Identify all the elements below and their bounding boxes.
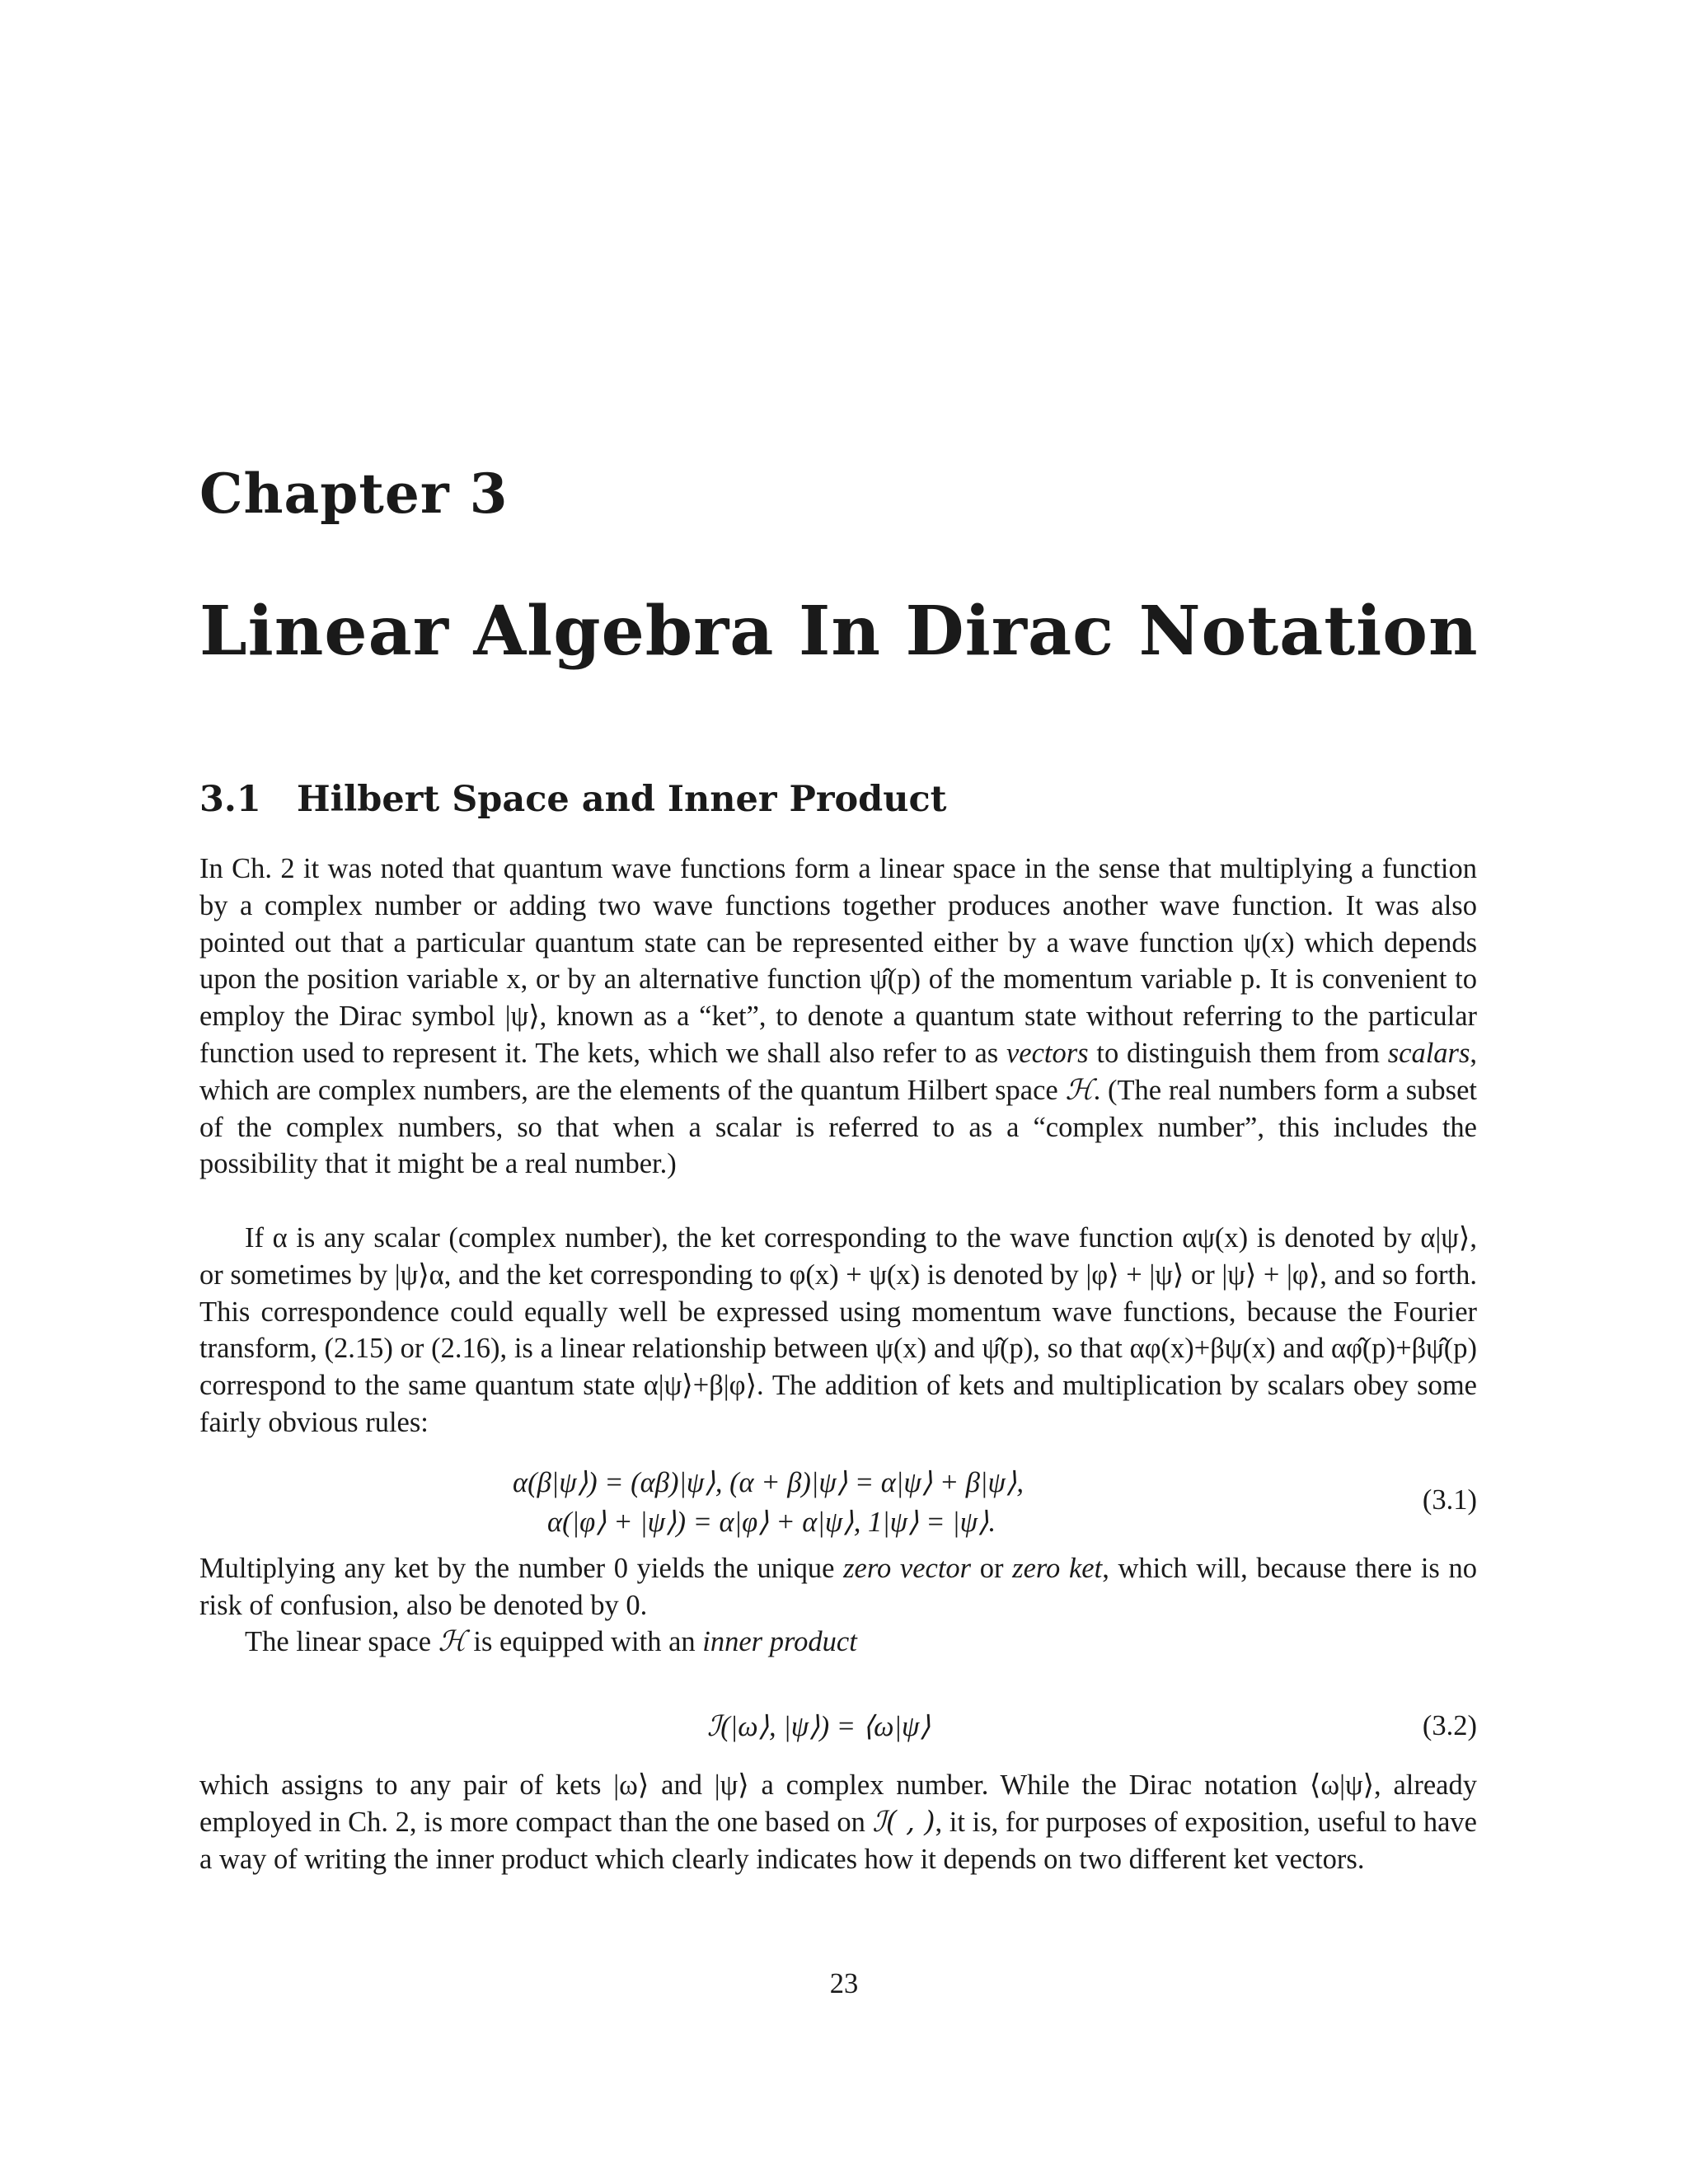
paragraph-text: , which are complex numbers, are the elements of the quantum Hilbert space bbox=[199, 1037, 1478, 1106]
equation-number: (3.2) bbox=[1422, 1710, 1477, 1741]
equation-body bbox=[707, 1710, 931, 1743]
emphasis-inner-product: inner product bbox=[702, 1626, 857, 1657]
paragraph-text: is equipped with an bbox=[466, 1626, 703, 1657]
paragraph-text: , it is, for purposes of exposition, useful to have a way of writing the inner product which clearly indicates how it depends on two different ket vectors. bbox=[199, 1806, 1477, 1875]
equation-body bbox=[513, 1463, 1024, 1542]
paragraph-text: Multiplying any ket by the number 0 yields the unique bbox=[199, 1553, 844, 1584]
emphasis-scalars: scalars bbox=[1387, 1037, 1470, 1069]
emphasis-zero-vector: zero vector bbox=[843, 1553, 972, 1584]
paragraph-text: . (The real numbers form a subset of the complex numbers, so that when a scalar is referred to as a “complex number”, this includes the possibility that it might be a real number.) bbox=[199, 1074, 1477, 1180]
hilbert-space-symbol: ℋ bbox=[438, 1625, 467, 1658]
paragraph-text: which assigns to any pair of kets |ω⟩ and |ψ⟩ a complex number. While the Dirac notation ⟨ω|ψ⟩, already employed in Ch. 2, is more compact than the one based on bbox=[199, 1769, 1477, 1838]
paragraph-intro bbox=[199, 851, 1477, 1183]
hilbert-space-symbol: ℋ bbox=[1065, 1073, 1094, 1107]
equation-3-2 bbox=[199, 1710, 1477, 1751]
page-number: 23 bbox=[829, 1968, 859, 1999]
section-number: 3.1 bbox=[199, 779, 261, 820]
equation-line: α(β|ψ⟩) = (αβ)|ψ⟩, (α + β)|ψ⟩ = α|ψ⟩ + β|ψ⟩, bbox=[513, 1467, 1024, 1498]
paragraph-text: The linear space bbox=[245, 1626, 438, 1657]
inner-product-notation: ℐ( , ) bbox=[872, 1805, 935, 1839]
equation-line: α(|φ⟩ + |ψ⟩) = α|φ⟩ + α|ψ⟩, 1|ψ⟩ = |ψ⟩. bbox=[547, 1507, 996, 1538]
paragraph-scalars: If α is any scalar (complex number), the ket corresponding to the wave function αψ(x) is denoted by α|ψ⟩, or sometimes by |ψ⟩α, and the ket corresponding to φ(x) + ψ(x) is denoted by |φ⟩ + |ψ⟩ or |ψ⟩ + |φ⟩, and so forth. This correspondence could equally well be expressed using momentum wave functions, because the Fourier transform, (2.15) or (2.16), is a linear relationship between ψ(x) and ψ̂(p), so that αφ(x)+βψ(x) and αφ̂(p)+βψ̂(p) correspond to the same quantum state α|ψ⟩+β|φ⟩. The addition of kets and multiplication by scalars obey some fairly obvious rules: bbox=[199, 1222, 1477, 1438]
section-title: Hilbert Space and Inner Product bbox=[297, 779, 947, 820]
emphasis-zero-ket: zero ket bbox=[1012, 1553, 1103, 1584]
chapter-label: Chapter 3 bbox=[199, 462, 509, 526]
equation-3-1 bbox=[199, 1463, 1477, 1545]
paragraph-inner-product bbox=[199, 1624, 1477, 1661]
section-heading bbox=[199, 779, 947, 820]
paragraph-text: In Ch. 2 it was noted that quantum wave functions form a linear space in the sense that multiplying a function by a complex number or adding two wave functions together produces another wave function. It was also pointed out that a particular quantum state can be represented either by a wave function ψ(x) which depends upon the position variable x, or by an alternative function ψ̂(p) of the momentum variable p. It is convenient to employ the Dirac symbol |ψ⟩, known as a “ket”, to denote a quantum state without referring to the particular function used to represent it. The kets, which we shall also refer to as bbox=[199, 853, 1477, 1069]
inner-product-symbol: ℐ bbox=[707, 1710, 721, 1743]
chapter-title: Linear Algebra In Dirac Notation bbox=[199, 592, 1479, 671]
paragraph-dirac-notation bbox=[199, 1767, 1477, 1877]
emphasis-vectors: vectors bbox=[1006, 1037, 1089, 1069]
equation-number: (3.1) bbox=[1422, 1484, 1477, 1516]
paragraph-text: to distinguish them from bbox=[1088, 1037, 1388, 1069]
equation-line: (|ω⟩, |ψ⟩) = ⟨ω|ψ⟩ bbox=[720, 1711, 931, 1742]
paragraph-text: , which will, because there is no risk of confusion, also be denoted by 0. bbox=[199, 1553, 1477, 1621]
paragraph-text: or bbox=[971, 1553, 1013, 1584]
paragraph-zero-vector bbox=[199, 1550, 1477, 1624]
